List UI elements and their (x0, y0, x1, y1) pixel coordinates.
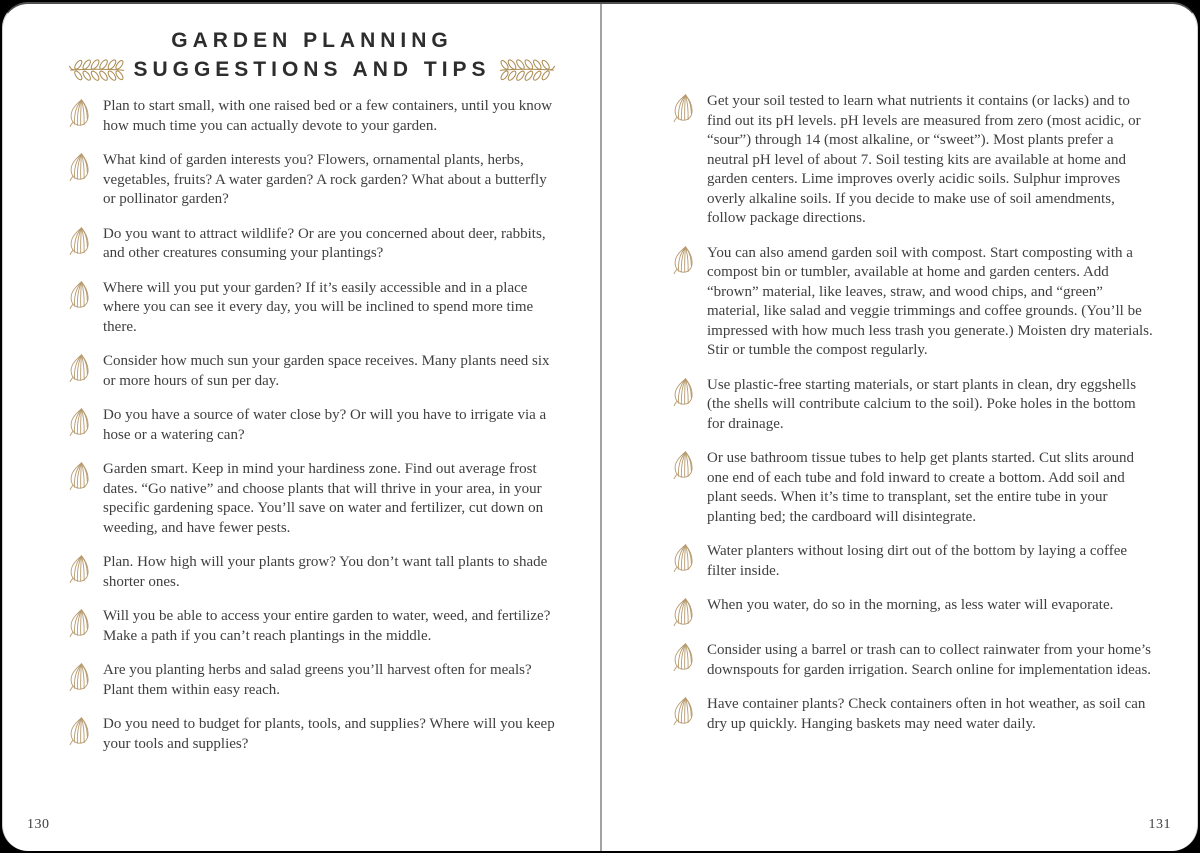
page-number-right: 131 (1148, 817, 1171, 832)
book-spread (2, 2, 1198, 851)
left-page (67, 28, 557, 754)
tip-item (671, 641, 1155, 680)
tip-text: Plan. How high will your plants grow? You don’t want tall plants to shade shorter ones. (103, 554, 548, 590)
tip-text: Consider using a barrel or trash can to collect rainwater from your home’s downspouts for garden irrigation. Search online for implementation ideas. (707, 642, 1152, 678)
onion-bulb-icon (671, 93, 696, 122)
left-tips-list (67, 97, 557, 754)
onion-bulb-icon (671, 450, 696, 479)
onion-bulb-icon (67, 461, 92, 490)
tip-item (67, 225, 557, 264)
laurel-branch-icon (498, 58, 556, 82)
onion-bulb-icon (67, 280, 92, 309)
onion-bulb-icon (67, 98, 92, 127)
tip-item (671, 376, 1155, 435)
onion-bulb-icon (67, 716, 92, 745)
page-title-line1: GARDEN PLANNING (171, 29, 453, 52)
onion-bulb-icon (671, 597, 696, 626)
tip-item (67, 279, 557, 338)
tip-text: Or use bathroom tissue tubes to help get plants started. Cut slits around one end of each tube and fold inward to create a bottom. Add soil and plant seeds. When it’s time to transplant, set the entire tube in your planting bed; the cardboard will disintegrate. (707, 450, 1135, 525)
tip-text: Garden smart. Keep in mind your hardiness zone. Find out average frost dates. “Go native” and choose plants that will thrive in your area, in your specific gardening space. You’ll save on water and fertilizer, cut down on weeding, and have fewer pests. (103, 461, 544, 536)
tip-item (67, 97, 557, 136)
tip-item (671, 449, 1155, 527)
page-title-row2 (67, 56, 557, 84)
onion-bulb-icon (67, 662, 92, 691)
tip-item (67, 460, 557, 538)
right-page (671, 92, 1155, 734)
tip-text: Where will you put your garden? If it’s easily accessible and in a place where you can see it every day, you will be inclined to spend more time there. (103, 279, 534, 335)
tip-text: Consider how much sun your garden space receives. Many plants need six or more hours of sun per day. (103, 353, 550, 389)
onion-bulb-icon (67, 608, 92, 637)
tip-item (67, 553, 557, 592)
tip-text: Water planters without losing dirt out of the bottom by laying a coffee filter inside. (707, 543, 1128, 579)
tip-item (67, 607, 557, 646)
onion-bulb-icon (67, 226, 92, 255)
laurel-branch-icon (68, 58, 126, 82)
tip-text: You can also amend garden soil with compost. Start composting with a compost bin or tumbler, available at home and garden centers. Add “brown” material, like leaves, straw, and wood chips, and “green” material, like salad and veggie trimmings and coffee grounds. (You’ll be impressed with how much less trash you generate.) Moisten dry materials. Stir or tumble the compost regularly. (707, 244, 1153, 358)
onion-bulb-icon (67, 353, 92, 382)
onion-bulb-icon (671, 543, 696, 572)
tip-text: Do you want to attract wildlife? Or are you concerned about deer, rabbits, and other creatures consuming your plantings? (103, 225, 546, 261)
tip-text: Plan to start small, with one raised bed or a few containers, until you know how much time you can actually devote to your garden. (103, 98, 553, 134)
tip-text: Are you planting herbs and salad greens you’ll harvest often for meals? Plant them within easy reach. (103, 662, 532, 698)
page-divider (600, 4, 602, 851)
tip-text: Get your soil tested to learn what nutrients it contains (or lacks) and to find out its pH levels. pH levels are measured from zero (most acidic, or “sour”) through 14 (most alkaline, or “sweet”). Most plants prefer a neutral pH level of about 7. Soil testing kits are available at home and garden centers. Lime improves overly acidic soils. Sulphur improves overly alkaline soils. If you decide to make use of soil amendments, follow package directions. (707, 93, 1141, 226)
tip-item (671, 695, 1155, 734)
tip-item (67, 661, 557, 700)
right-tips-list (671, 92, 1155, 734)
onion-bulb-icon (671, 696, 696, 725)
tip-item (67, 406, 557, 445)
onion-bulb-icon (671, 377, 696, 406)
tip-text: When you water, do so in the morning, as less water will evaporate. (707, 597, 1114, 613)
page-title-line2: SUGGESTIONS AND TIPS (133, 58, 491, 81)
onion-bulb-icon (67, 152, 92, 181)
onion-bulb-icon (67, 407, 92, 436)
tip-text: Use plastic-free starting materials, or start plants in clean, dry eggshells (the shells will contribute calcium to the soil). Poke holes in the bottom for drainage. (707, 376, 1137, 432)
page-number-left: 130 (27, 817, 50, 832)
tip-text: What kind of garden interests you? Flowers, ornamental plants, herbs, vegetables, fruits? A water garden? A rock garden? What about a butterfly or pollinator garden? (103, 152, 547, 207)
onion-bulb-icon (671, 245, 696, 274)
tip-item (67, 352, 557, 391)
tip-item (67, 715, 557, 754)
onion-bulb-icon (671, 642, 696, 671)
tip-text: Have container plants? Check containers often in hot weather, as soil can dry up quickly. Hanging baskets may need water daily. (707, 696, 1146, 732)
tip-item (67, 151, 557, 210)
onion-bulb-icon (67, 554, 92, 583)
tip-item (671, 92, 1155, 229)
tip-text: Do you need to budget for plants, tools, and supplies? Where will you keep your tools and supplies? (103, 716, 555, 752)
tip-item (671, 244, 1155, 361)
tip-text: Do you have a source of water close by? Or will you have to irrigate via a hose or a watering can? (103, 407, 547, 443)
tip-text: Will you be able to access your entire garden to water, weed, and fertilize? Make a path if you can’t reach plantings in the middle. (103, 608, 551, 644)
tip-item (671, 596, 1155, 626)
chapter-header (67, 28, 557, 84)
tip-item (671, 542, 1155, 581)
